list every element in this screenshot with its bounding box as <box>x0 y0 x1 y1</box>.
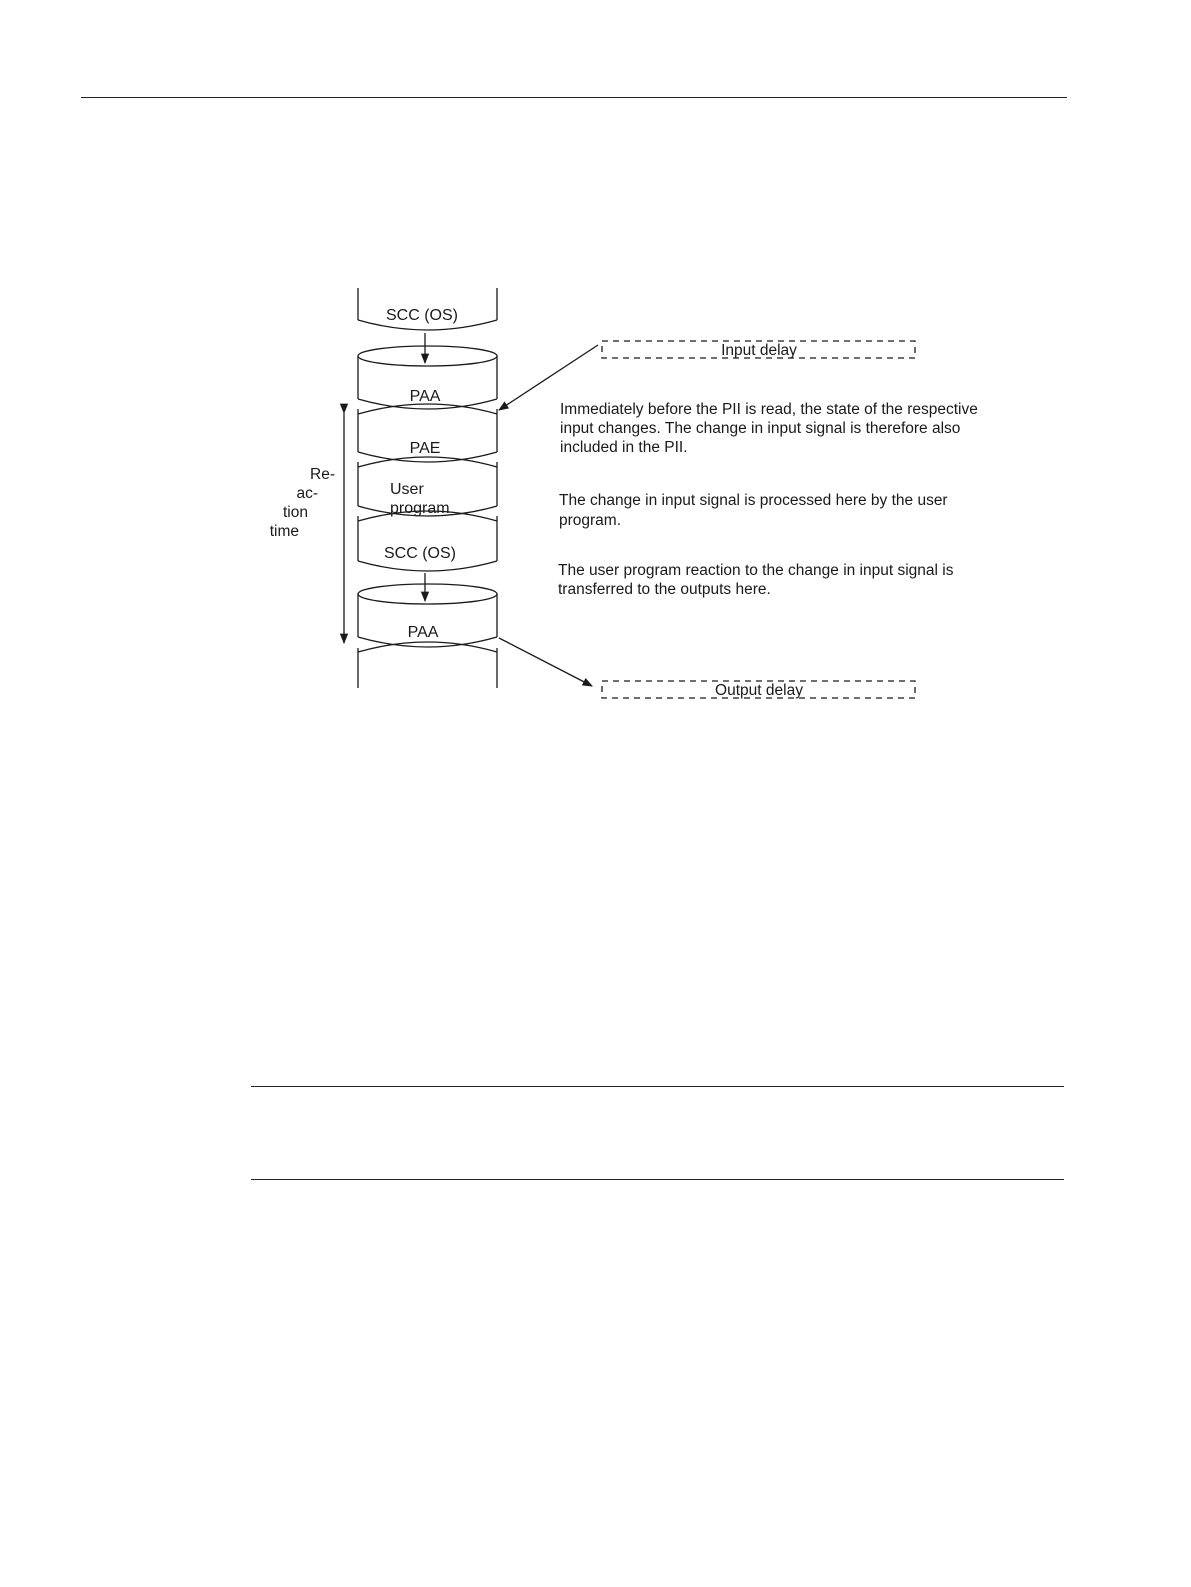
note-outputs-line1: The user program reaction to the change in input signal is <box>558 562 954 579</box>
reaction-time-line2: ac- <box>296 485 318 502</box>
reaction-time-line4: time <box>269 523 299 540</box>
label-user-program-1: User <box>390 481 424 498</box>
note-outputs-line2: transferred to the outputs here. <box>558 581 771 598</box>
note-pii-read-line1: Immediately before the PII is read, the state of the respective <box>560 401 978 418</box>
input-delay-label: Input delay <box>721 342 797 359</box>
reaction-time-line1: Re- <box>310 466 335 483</box>
reaction-time-diagram <box>0 0 1191 760</box>
segment-bottom-open <box>358 642 497 688</box>
label-user-program-2: program <box>390 500 450 517</box>
segment-scc-mid <box>358 511 497 571</box>
label-paa-top: PAA <box>409 388 441 405</box>
output-delay-label: Output delay <box>715 682 803 699</box>
reaction-time-line3: tion <box>283 504 308 521</box>
label-paa-bottom: PAA <box>407 624 439 641</box>
note-pii-read-line2: input changes. The change in input signal is therefore also <box>560 420 961 437</box>
label-pae: PAE <box>409 440 441 457</box>
note-user-program-line1: The change in input signal is processed here by the user <box>559 492 948 509</box>
note-box-bottom-rule <box>251 1179 1064 1180</box>
note-user-program-line2: program. <box>559 512 622 529</box>
label-scc-top: SCC (OS) <box>386 307 458 324</box>
note-pii-read-line3: included in the PII. <box>560 439 688 456</box>
output-delay-arrow <box>499 638 592 686</box>
note-box-top-rule <box>251 1086 1064 1087</box>
label-scc-mid: SCC (OS) <box>384 545 456 562</box>
